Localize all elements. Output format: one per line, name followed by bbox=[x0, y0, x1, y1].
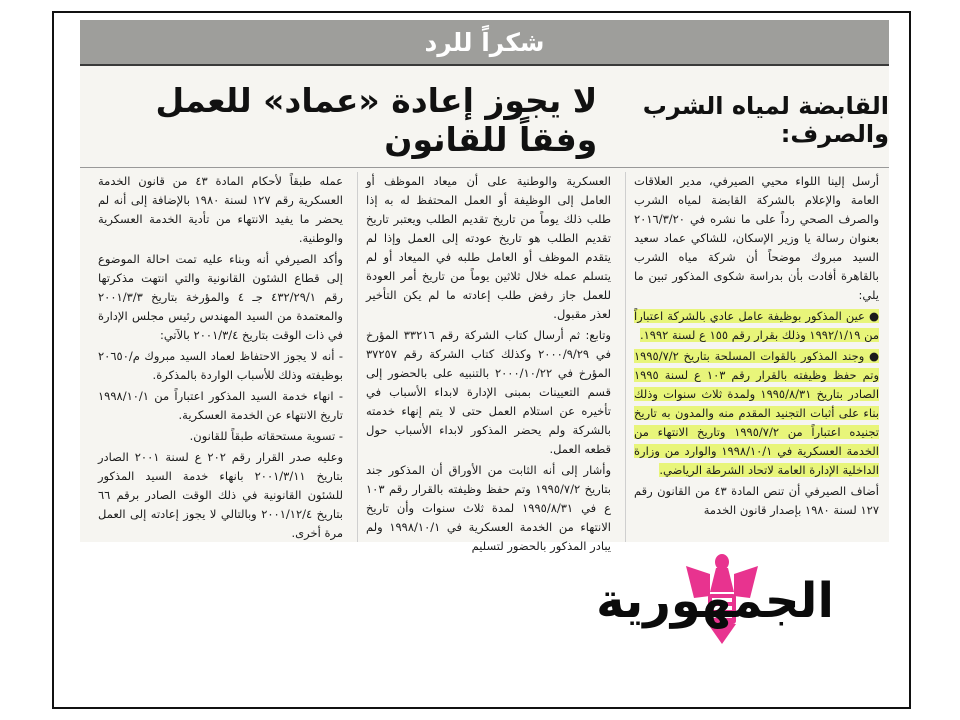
article-headline bbox=[80, 72, 889, 168]
paragraph: وأكد الصيرفي أنه وبناء عليه تمت احالة الموضوع إلى قطاع الشئون القانونية والتي انتهت مذكرتها رقم ٤٣٢/٢٩/١ جـ ٤ والمؤرخة بتاريخ ٢٠٠١/٣/٣ والمعتمدة من السيد المهندس رئيس مجلس الإدارة في ذات الوقت بتاريخ ٢٠٠١/٣/٤ بالآتي: bbox=[98, 252, 343, 342]
paragraph: - أنه لا يجوز الاحتفاظ لعماد السيد مبروك م/٢٠٦٥٠ بوظيفته وذلك للأسباب الواردة بالمذكرة. bbox=[98, 349, 343, 382]
paragraph: - انهاء خدمة السيد المذكور اعتباراً من ١٩٩٨/١٠/١ تاريخ الانتهاء عن الخدمة العسكرية. bbox=[98, 389, 343, 422]
paragraph: ● وجند المذكور بالقوات المسلحة بتاريخ ١٩٩٥/٧/٢ وتم حفظ وظيفته بالقرار رقم ١٠٣ ع لسنة ١٩٩٥ الصادر بتاريخ ١٩٩٥/٨/٣١ ولمدة ثلاث سنوات وذلك بناء على أثبات التجنيد المقدم منه والمدون به تاريخ تجنيده اعتباراً من ١٩٩٥/٧/٢ وتاريخ الانتهاء من الخدمة العسكرية في ١٩٩٨/١٠/١ والوارد من وزارة الداخلية الإدارة العامة لاتحاد الشرطة الرياضي. bbox=[634, 349, 880, 477]
logo-wordmark: الجمهورية bbox=[596, 573, 834, 629]
newspaper-clipping bbox=[80, 20, 889, 553]
section-banner bbox=[80, 20, 889, 66]
paragraph: - تسوية مستحقاته طبقاً للقانون. bbox=[189, 429, 343, 443]
article-column-right bbox=[625, 172, 879, 542]
paragraph: وأشار إلى أنه الثابت من الأوراق أن المذكور جند بتاريخ ١٩٩٥/٧/٢ وتم حفظ وظيفته بالقرار رقم ١٠٣ ع في ١٩٩٥/٨/٣١ لمدة ثلاث سنوات وأن تاريخ الانتهاء من الخدمة العسكرية في ١٩٩٨/١٠/١ ولم يبادر المذكور بالحضور لتسليم bbox=[366, 463, 611, 553]
paragraph: أرسل إلينا اللواء محيي الصيرفي، مدير العلاقات العامة والإعلام بالشركة القابضة لمياه الشرب والصرف الصحي رداً على ما نشره في ٢٠١٦/٣/٢٠ بعنوان رسالة يا وزير الإسكان، للشاكي عماد سعيد السيد مبروك موضحاً أن شركة مياه الشرب بالقاهرة أفادت بأن بدراسة شكوى المذكور تبين ما يلي: bbox=[634, 174, 879, 302]
paragraph: أضاف الصيرفي أن تنص المادة ٤٣ من القانون رقم ١٢٧ لسنة ١٩٨٠ بإصدار قانون الخدمة bbox=[634, 484, 879, 517]
paragraph: ● عين المذكور بوظيفة عامل عادي بالشركة اعتباراً من ١٩٩٢/١/١٩ وذلك بقرار رقم ١٥٥ ع لسنة ١٩٩٢. bbox=[634, 309, 879, 342]
paragraph: العسكرية والوطنية على أن ميعاد الموظف أو العامل إلى الوظيفة أو العمل المحتفظ له به إذا طلب ذلك يوماً من تاريخ تقديم الطلب ويعتبر تاريخ تقديم الطلب هو تاريخ عودته إلى العمل وإذا لم يتقدم الموظف أو العامل طلبه في الميعاد أو لم يتسلم عمله خلال ثلاثين يوماً من تاريخ أمر العودة للعمل جاز رفض طلب إعادته ما لم يكن التأخير لعذر مقبول. bbox=[366, 174, 611, 321]
newspaper-logo bbox=[596, 552, 834, 650]
paragraph: وتابع: ثم أرسال كتاب الشركة رقم ٣٣٢١٦ المؤرخ في ٢٠٠٠/٩/٢٩ وكذلك كتاب الشركة رقم ٣٧٢٥٧ المؤرخ في ٢٠٠٠/١٠/٢٢ بالتنبيه على بالحضور إلى قسم التعيينات بمبنى الإدارة لابداء الأسباب في تأخيره عن استلام العمل حتى لا يتم إنهاء خدمته بالشركة ولم يحضر المذكور لابداء الأسباب حول قطعه العمل. bbox=[366, 328, 611, 456]
banner-title: شكراً للرد bbox=[424, 27, 545, 57]
article-column-middle bbox=[357, 172, 611, 553]
paragraph: عمله طبقاً لأحكام المادة ٤٣ من قانون الخدمة العسكرية رقم ١٢٧ لسنة ١٩٨٠ بالإضافة إلى أنه لم يحضر ما يفيد الانتهاء من تأدية الخدمة العسكرية والوطنية. bbox=[98, 174, 343, 245]
paragraph: وعليه صدر القرار رقم ٢٠٢ ع لسنة ٢٠٠١ الصادر بتاريخ ٢٠٠١/٣/١١ بانهاء خدمة السيد المذكور للشئون القانونية في ذلك الوقت الصادر برقم ٦٦ بتاريخ ٢٠٠١/١٢/٤ وبالتالي لا يجوز إعادته إلى العمل مرة أخرى. bbox=[98, 450, 343, 540]
article-body bbox=[80, 172, 889, 553]
headline-main: لا يجوز إعادة «عماد» للعمل وفقاً للقانون bbox=[155, 80, 598, 159]
headline-prefix: القابضة لمياه الشرب والصرف: bbox=[642, 91, 889, 148]
article-column-left bbox=[90, 172, 343, 542]
